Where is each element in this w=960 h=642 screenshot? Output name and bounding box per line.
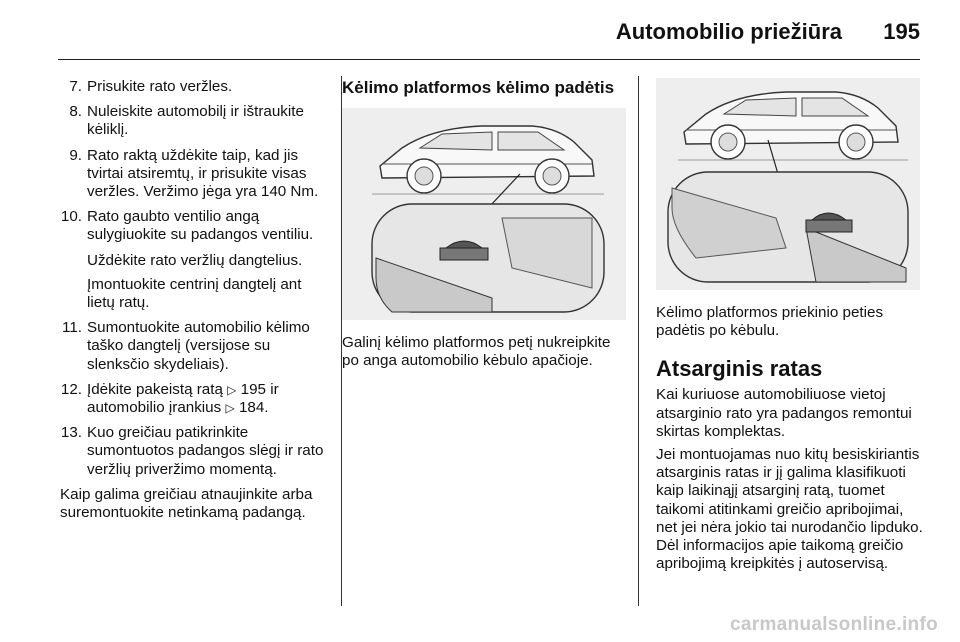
figure-caption: Kėlimo platformos priekinio peties padėtis po kėbulu. xyxy=(656,304,884,340)
car-illustration xyxy=(342,108,626,320)
step-10 xyxy=(58,208,330,312)
step-number: 9. xyxy=(69,146,82,164)
step-number: 8. xyxy=(69,103,82,121)
step-text: Įdėkite pakeistą ratą xyxy=(87,380,223,398)
step-12 xyxy=(58,381,330,417)
column-1 xyxy=(58,78,330,522)
page-reference-link[interactable]: 184. xyxy=(238,399,269,417)
running-header-title: Automobilio priežiūra xyxy=(615,19,842,44)
closing-paragraph: Kaip galima greičiau atnaujinkite arba suremontuokite netinkamą padangą. xyxy=(60,485,313,522)
column-3 xyxy=(656,78,924,578)
step-number: 10. xyxy=(60,208,82,226)
step-text: Nuleiskite automobilį ir ištraukite kėliklį. xyxy=(87,103,304,139)
body-paragraph: Kai kuriuose automobiliuose vietoj atsarginio rato yra padangos remontui skirtas komplektas. xyxy=(656,386,912,440)
step-subtext: Įmontuokite centrinį dangtelį ant lietų ratų. xyxy=(87,275,302,312)
step-text: Prisukite rato veržles. xyxy=(87,78,233,95)
step-9 xyxy=(58,147,330,202)
step-11 xyxy=(58,319,330,374)
front-lift-point-illustration xyxy=(656,78,920,290)
body-paragraph: Jei montuojamas nuo kitų besiskiriantis atsarginis ratas ir jį galima klasifikuoti kaip laikinąjį atsarginį ratą, tuomet taikomi atitinkami greičio apribojimai, net jei nėra jokio tai nurodančio lipduko. Dėl informacijos apie taikomą greičio apribojimą kreipkitės į autoservisą. xyxy=(656,446,923,573)
step-13 xyxy=(58,424,330,479)
step-number: 7. xyxy=(69,78,82,95)
header-rule xyxy=(58,59,920,60)
step-number: 13. xyxy=(60,424,82,442)
step-number: 11. xyxy=(62,319,82,337)
column-divider-2 xyxy=(638,76,639,606)
step-text: Sumontuokite automobilio kėlimo taško dangtelį (versijose su slenksčio skydeliais). xyxy=(87,319,310,373)
column-2 xyxy=(342,78,626,386)
watermark: carmanualsonline.info xyxy=(730,614,938,635)
step-text: Rato gaubto ventilio angą sulygiuokite su padangos ventiliu. xyxy=(87,208,314,244)
procedure-steps xyxy=(58,78,330,479)
step-text: Kuo greičiau patikrinkite sumontuotos padangos slėgį ir rato veržlių priveržimo momentą. xyxy=(87,424,324,478)
step-text: Rato raktą uždėkite taip, kad jis tvirtai atsiremtų, ir prisukite visas veržles. Veržimo jėga yra 140 Nm. xyxy=(87,146,319,201)
step-text: ir automobilio įrankius xyxy=(87,380,279,417)
step-number: 12. xyxy=(60,380,82,398)
step-10-subitems xyxy=(87,252,330,313)
car-illustration xyxy=(656,78,920,290)
page-number: 195 xyxy=(883,19,920,44)
rear-lift-point-illustration xyxy=(342,108,626,320)
figure-caption: Galinį kėlimo platformos petį nukreipkite po anga automobilio kėbulo apačioje. xyxy=(342,334,611,370)
section-heading: Atsarginis ratas xyxy=(656,356,823,382)
step-8 xyxy=(58,103,330,139)
section-heading: Kėlimo platformos kėlimo padėtis xyxy=(342,78,615,97)
reference-arrow-icon: ▷ xyxy=(225,401,235,416)
step-7 xyxy=(58,78,330,96)
page-reference-link[interactable]: 195 xyxy=(240,380,266,398)
step-subtext: Uždėkite rato veržlių dangtelius. xyxy=(87,251,303,269)
reference-arrow-icon: ▷ xyxy=(227,382,237,397)
